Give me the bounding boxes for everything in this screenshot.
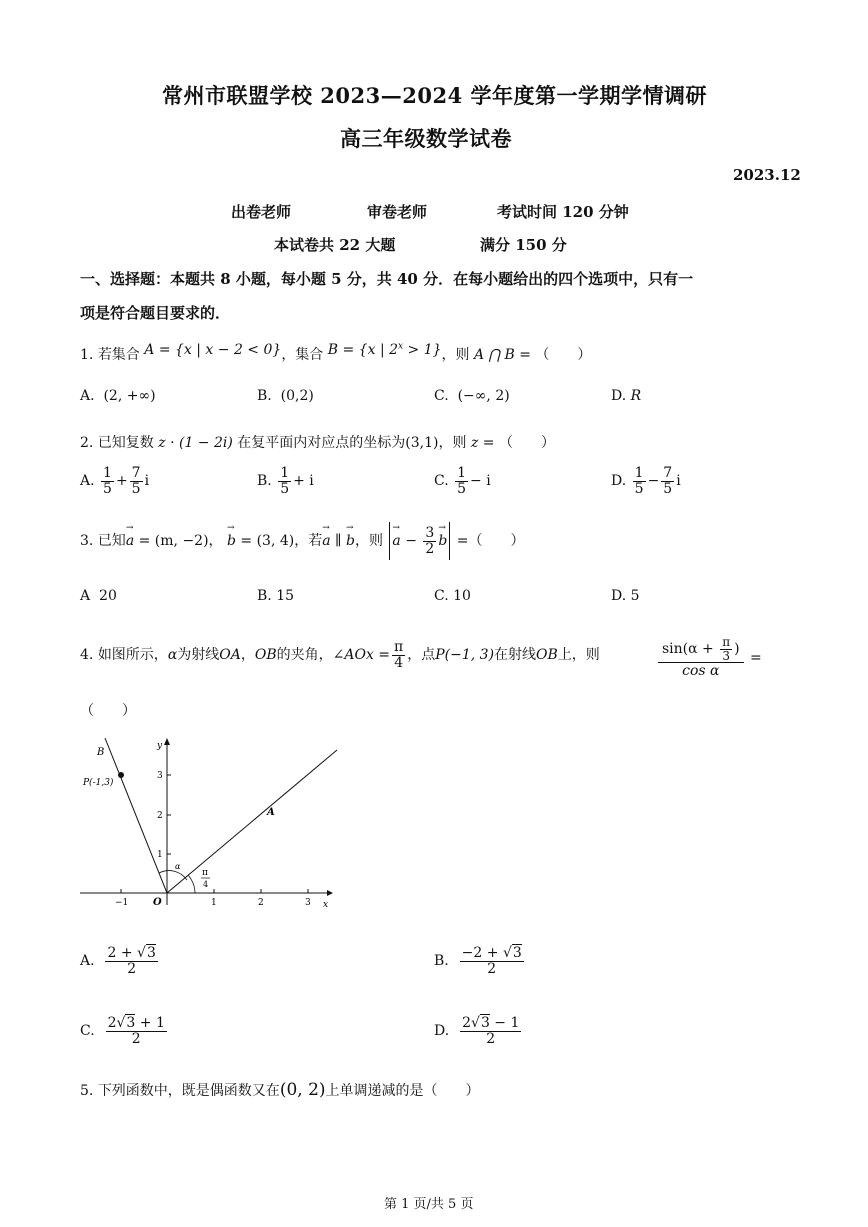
q4-option-a[interactable]: A. $\frac{2 + √3}{2}$ <box>80 945 156 977</box>
q3-vector-a: → a <box>126 533 134 549</box>
q1-set-b: B = {x | $2^x > 1$} <box>327 341 442 358</box>
fig-ytick-2: 2 <box>157 811 163 821</box>
page-footer: 第 1 页/共 5 页 <box>384 1197 474 1212</box>
reviewer-label: 审卷老师 <box>367 203 428 221</box>
fig-xtick-m1: −1 <box>115 898 129 908</box>
q1-option-a[interactable]: A. (2, +∞) <box>80 388 156 404</box>
fig-xtick-2: 2 <box>258 898 264 908</box>
q2-number: 2. <box>80 435 94 451</box>
full-score: 满分 150 分 <box>480 236 567 254</box>
q2-option-c[interactable]: C. $\frac{1}{5}$ − i <box>434 465 491 497</box>
q1-option-d[interactable]: D. R <box>611 388 642 404</box>
q2-expression: z · (1 − 2i) <box>158 435 233 451</box>
question-2 <box>80 432 555 452</box>
q4-target-fraction: sin(α + $\frac{\pi}{3}$ ) cos α = <box>656 636 762 680</box>
q4-number: 4. <box>80 647 94 664</box>
q2-answer-paren: （ ） <box>498 435 555 451</box>
fig-xtick-1: 1 <box>211 898 217 908</box>
question-1 <box>80 341 592 364</box>
q2-text-a: 已知复数 <box>97 435 154 451</box>
author-label: 出卷老师 <box>231 203 292 221</box>
q1-text-c: ，则 <box>441 347 470 363</box>
q4-figure <box>75 735 340 910</box>
q2-option-d[interactable]: D. $\frac{1}{5}$ − $\frac{7}{5}$ i <box>611 465 681 497</box>
q4-option-b[interactable]: B. $\frac{-2 + √3}{2}$ <box>434 945 522 977</box>
q3-option-d[interactable]: D. 5 <box>611 588 640 604</box>
fig-ytick-1: 1 <box>157 850 163 860</box>
q2-option-a[interactable]: A. $\frac{1}{5}$ + $\frac{7}{5}$ i <box>80 465 150 497</box>
fig-label-P: P(-1,3) <box>83 778 114 788</box>
q1-set-a: A = {x | x − 2 < 0} <box>144 342 282 358</box>
q5-interval: (0, 2) <box>279 1080 326 1100</box>
q4-answer-paren: （ ） <box>80 703 136 719</box>
q3-number: 3. <box>80 533 94 549</box>
question-5: 5. 下列函数中，既是偶函数又在(0, 2)上单调递减的是（ ） <box>80 1080 480 1100</box>
exam-title-line1: 常州市联盟学校 2023—2024 学年度第一学期学情调研 <box>162 83 708 108</box>
question-4: 4. 如图所示，α为射线OA，OB的夹角，∠AOx = $\frac{\pi}{4}$ ，点P(−1, 3)在射线OB上，则 <box>80 639 600 671</box>
fig-label-B: B <box>97 747 105 758</box>
q3-text-a: 已知 <box>97 533 126 549</box>
q2-expression2: z = <box>470 435 495 451</box>
q1-option-c[interactable]: C. (−∞, 2) <box>434 388 510 404</box>
q1-number: 1. <box>80 347 94 363</box>
question-3: 3. 已知→ a = (m, −2)， → b = (3, 4)，若→ a ∥ → b，则 → a − $\frac{3}{2}$ → b =（ ） <box>80 522 524 560</box>
section1-heading-line1: 一、选择题：本题共 8 小题，每小题 5 分，共 40 分．在每小题给出的四个选项中，只有一 <box>80 270 694 288</box>
q3-vector-b: → b <box>227 533 236 549</box>
fig-label-O: O <box>153 897 162 908</box>
fig-label-x: x <box>323 900 329 910</box>
exam-date: 2023.12 <box>733 166 801 184</box>
fig-ytick-3: 3 <box>157 771 163 781</box>
q2-text-b: 在复平面内对应点的坐标为 <box>237 435 406 451</box>
q1-option-b[interactable]: B. (0,2) <box>257 388 314 404</box>
q4-option-d[interactable]: D. $\frac{2√3 - 1}{2}$ <box>434 1015 520 1047</box>
q3-option-c[interactable]: C. 10 <box>434 588 471 604</box>
question-count: 本试卷共 22 大题 <box>274 236 396 254</box>
exam-time: 考试时间 120 分钟 <box>497 203 629 221</box>
section1-heading-line2: 项是符合题目要求的． <box>80 304 231 322</box>
q2-text-c: ，则 <box>438 435 467 451</box>
q3-answer-paren: （ ） <box>468 533 525 549</box>
fig-label-pi: π <box>202 868 208 878</box>
q1-expression: A ⋂ B = <box>474 347 531 363</box>
q2-coord: (3,1) <box>405 435 439 451</box>
q2-option-b[interactable]: B. $\frac{1}{5}$ + i <box>257 465 314 497</box>
fig-xtick-3: 3 <box>305 898 311 908</box>
q1-text-b: ，集合 <box>281 347 324 363</box>
q3-option-a[interactable]: A 20 <box>80 588 117 604</box>
fig-label-A: A <box>267 807 275 818</box>
fig-label-4: 4 <box>203 880 209 889</box>
q4-option-c[interactable]: C. $\frac{2√3 + 1}{2}$ <box>80 1015 165 1047</box>
q3-option-b[interactable]: B. 15 <box>257 588 295 604</box>
q5-number: 5. <box>80 1083 94 1099</box>
q1-text-a: 若集合 <box>97 347 140 363</box>
fig-label-alpha: α <box>175 862 181 871</box>
exam-title-line2: 高三年级数学试卷 <box>340 126 512 151</box>
fig-label-y: y <box>157 741 163 751</box>
q1-answer-paren: （ ） <box>535 347 592 363</box>
